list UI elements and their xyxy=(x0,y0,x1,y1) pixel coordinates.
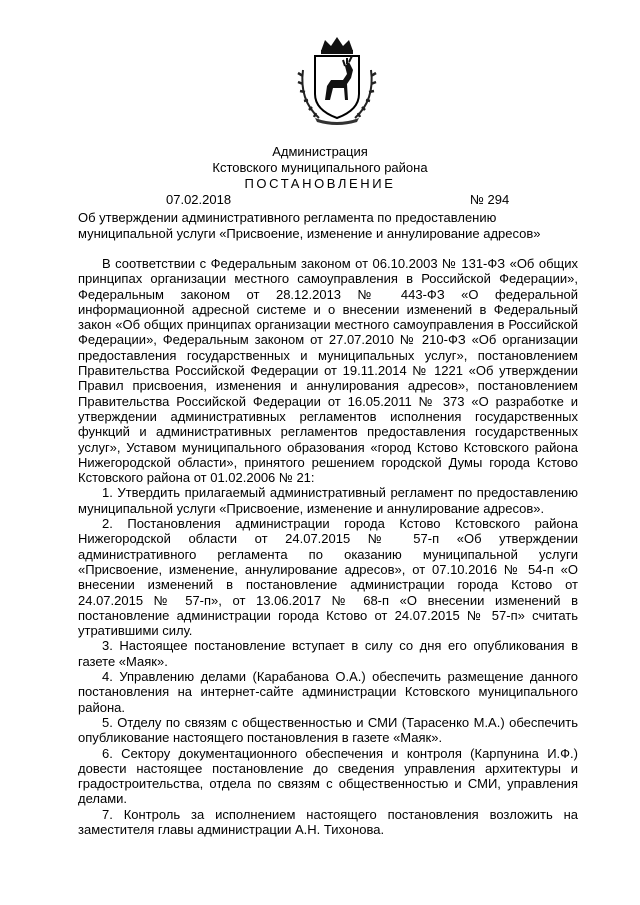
clause-2: 2. Постановления администрации города Кстово Кстовского района Нижегородской области от 24.07.2015 № 57-п «Об утверждении административного регламента по оказанию муниципальной услуги «Присвоение, изменение, аннулирование адресов», от 07.10.2016 № 54-п «О внесении изменений в постановление администрации города Кстово от 24.07.2015 № 57-п», от 13.06.2017 № 68-п «О внесении изменений в постановление администрации города Кстово от 24.07.2015 № 57-п» считать утратившими силу. xyxy=(78,516,578,639)
document-number: № 294 xyxy=(470,192,510,207)
organization-district: Кстовского муниципального района xyxy=(212,160,428,175)
clause-1: 1. Утвердить прилагаемый административный регламент по предоставлению муниципальной услуги «Присвоение, изменение и аннулирование адресов». xyxy=(78,485,578,516)
preamble-paragraph: В соответствии с Федеральным законом от 06.10.2003 № 131-ФЗ «Об общих принципах организации местного самоуправления в Российской Федерации», Федеральным законом от 28.12.2013 № 443-ФЗ «О федеральной информационной адресной системе и о внесении изменений в Федеральный закон «Об общих принципах организации местного самоуправления в Российской Федерации», Федеральным законом от 27.07.2010 № 210-ФЗ «Об организации предоставления государственных и муниципальных услуг», постановлением Правительства Российской Федерации от 19.11.2014 № 1221 «Об утверждении Правил присвоения, изменения и аннулирования адресов», постановлением Правительства Российской Федерации от 16.05.2011 № 373 «О разработке и утверждении административных регламентов исполнения государственных функций и административных регламентов предоставления государственных услуг», Уставом муниципального образования «город Кстово Кстовского района Нижегородской области», принятого решением городской Думы города Кстово Кстовского района от 01.02.2006 № 21: xyxy=(78,256,578,486)
document-subject: Об утверждении административного регламента по предоставлению муниципальной услуги «Присвоение, изменение и аннулирование адресов» xyxy=(78,210,541,241)
organization-name: Администрация xyxy=(272,144,368,159)
document-type: ПОСТАНОВЛЕНИЕ xyxy=(244,176,396,191)
clause-3: 3. Настоящее постановление вступает в силу со дня его опубликования в газете «Маяк». xyxy=(78,638,578,669)
clause-6: 6. Сектору документационного обеспечения и контроля (Карпунина И.Ф.) довести настоящее постановление до сведения управления архитектуры и градостроительства, отдела по связям с общественностью и СМИ, управления делами. xyxy=(78,745,578,807)
clause-5: 5. Отделу по связям с общественностью и СМИ (Тарасенко М.А.) обеспечить опубликование настоящего постановления в газете «Маяк». xyxy=(78,714,578,746)
coat-of-arms-emblem xyxy=(297,34,377,126)
document-body xyxy=(78,256,578,837)
clause-7: 7. Контроль за исполнением настоящего постановления возложить на заместителя главы администрации А.Н. Тихонова. xyxy=(78,806,578,837)
document-date: 07.02.2018 xyxy=(166,192,232,207)
clause-4: 4. Управлению делами (Карабанова О.А.) обеспечить размещение данного постановления на интернет-сайте администрации Кстовского муниципального района. xyxy=(78,669,578,715)
